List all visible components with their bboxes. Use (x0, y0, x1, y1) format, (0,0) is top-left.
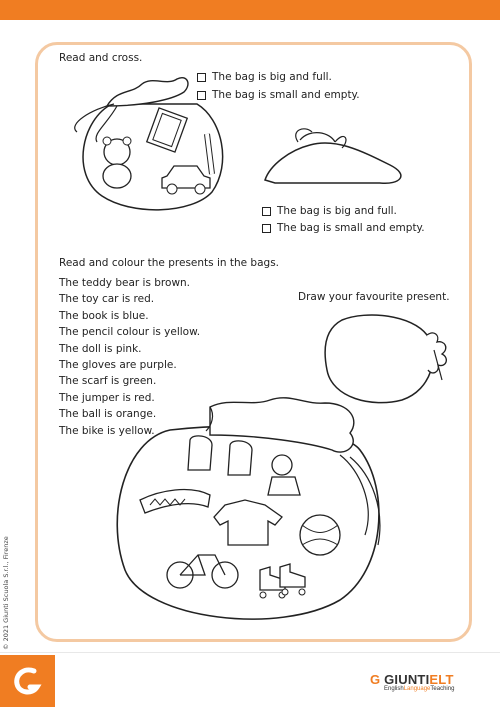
bag1-option-empty[interactable]: The bag is small and empty. (197, 89, 360, 101)
brand-tag-english: English (384, 686, 404, 692)
sentence: The ball is orange. (59, 408, 157, 421)
empty-bag-illustration (260, 120, 410, 190)
footer-divider (0, 652, 500, 653)
sentence: The toy car is red. (59, 293, 155, 306)
top-accent-bar (0, 0, 500, 20)
bag1-option-full[interactable]: The bag is big and full. (197, 71, 332, 83)
sentence: The teddy bear is brown. (59, 277, 191, 289)
checkbox[interactable] (262, 224, 271, 233)
bag2-option-empty[interactable]: The bag is small and empty. (262, 222, 425, 234)
exercise1-instruction: Read and cross. (59, 52, 143, 64)
brand-tag-language: Language (403, 686, 431, 692)
bag2-option-full[interactable]: The bag is big and full. (262, 205, 397, 217)
sentence: The jumper is red. (59, 391, 155, 404)
exercise2-instruction: Read and colour the presents in the bags. (59, 257, 280, 269)
sentence: The scarf is green. (59, 375, 157, 388)
copyright-notice: © 2021 Giunti Scuola S.r.l., Firenze (2, 536, 10, 650)
brand-main: GIUNTI (384, 672, 430, 687)
giunti-g-icon (12, 665, 42, 697)
sentence: The bike is yellow. (59, 424, 155, 437)
checkbox[interactable] (262, 207, 271, 216)
sentence: The gloves are purple. (59, 359, 177, 372)
giunti-corner-logo (0, 655, 55, 707)
giunti-elt-brand (370, 672, 454, 692)
sentence: The book is blue. (59, 309, 149, 322)
brand-g-icon: G (370, 672, 381, 687)
brand-tag-teaching: Teaching (430, 686, 455, 692)
brand-elt: ELT (429, 672, 454, 687)
full-bag-illustration (72, 64, 232, 224)
drawing-bag-illustration[interactable] (322, 310, 452, 405)
exercise3-instruction: Draw your favourite present. (298, 291, 450, 303)
sentence: The pencil colour is yellow. (59, 326, 201, 339)
sentence: The doll is pink. (59, 342, 142, 355)
presents-bag-illustration (110, 395, 400, 630)
